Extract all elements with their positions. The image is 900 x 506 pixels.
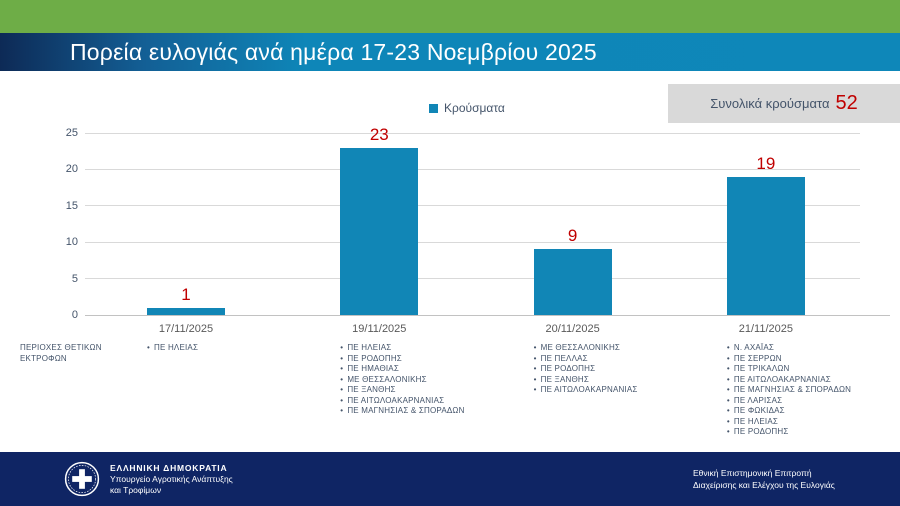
region-name: ΜΕ ΘΕΣΣΑΛΟΝΙΚΗΣ (347, 374, 427, 384)
gridline (85, 133, 860, 134)
y-axis-tick-label: 25 (65, 127, 78, 139)
region-item (147, 343, 198, 354)
bar-19/11/2025 (340, 148, 418, 315)
bar-17/11/2025 (147, 308, 225, 315)
region-item (727, 406, 851, 417)
legend-swatch-icon (429, 104, 438, 113)
regions-row-header: ΠΕΡΙΟΧΕΣ ΘΕΤΙΚΩΝ ΕΚΤΡΟΦΩΝ (20, 343, 102, 363)
y-axis-tick-label: 10 (65, 236, 78, 249)
y-axis-tick-label: 0 (71, 309, 78, 321)
org-name: ΕΛΛΗΝΙΚΗ ΔΗΜΟΚΡΑΤΙΑ (110, 462, 228, 473)
region-name: ΠΕ ΜΑΓΝΗΣΙΑΣ & ΣΠΟΡΑΔΩΝ (733, 385, 852, 394)
region-item (340, 354, 464, 365)
x-axis-tick-label: 19/11/2025 (352, 323, 407, 335)
committee-line2: Διαχείρισης και Ελέγχου της Ευλογιάς (693, 480, 835, 490)
region-name: ΠΕ ΑΙΤΩΛΟΑΚΑΡΝΑΝΙΑΣ (733, 374, 831, 384)
total-cases-box (668, 84, 900, 123)
chart-legend (429, 101, 505, 115)
bullet-icon: • (726, 364, 730, 373)
region-item (340, 385, 464, 396)
bullet-icon: • (340, 395, 344, 405)
y-axis-tick-label: 15 (65, 199, 78, 212)
region-name: ΠΕ ΞΑΝΘΗΣ (347, 385, 396, 394)
region-item (340, 375, 464, 386)
bullet-icon: • (340, 353, 344, 363)
committee-line1: Εθνική Επιστημονική Επιτροπή (693, 468, 812, 478)
region-item (727, 343, 851, 354)
bullet-icon: • (726, 385, 730, 394)
bullet-icon: • (726, 416, 730, 426)
region-item (534, 375, 638, 386)
bullet-icon: • (726, 427, 730, 436)
bullet-icon: • (533, 374, 537, 384)
region-name: ΜΕ ΘΕΣΣΑΛΟΝΙΚΗΣ (540, 343, 621, 352)
region-name: ΠΕ ΑΙΤΩΛΟΑΚΑΡΝΑΝΙΑΣ (347, 395, 445, 405)
org-line3: και Τροφίμων (110, 484, 162, 495)
region-item (340, 364, 464, 375)
top-green-strip (0, 0, 900, 33)
region-name: ΠΕ ΡΟΔΟΠΗΣ (540, 364, 596, 373)
bar-value-label: 9 (567, 226, 578, 246)
committee-text-block (693, 467, 835, 491)
bullet-icon: • (533, 364, 537, 373)
region-item (727, 417, 851, 428)
region-name: ΠΕ ΤΡΙΚΑΛΩΝ (733, 364, 790, 373)
region-list-17/11/2025 (147, 343, 198, 354)
region-item (534, 343, 638, 354)
total-cases-value: 52 (835, 92, 858, 114)
region-name: ΠΕ ΦΩΚΙΔΑΣ (733, 406, 785, 415)
region-name: ΠΕ ΠΕΛΛΑΣ (540, 353, 588, 363)
region-name: ΠΕ ΛΑΡΙΣΑΣ (733, 395, 783, 405)
bullet-icon: • (726, 395, 730, 405)
legend-label: Κρούσματα (444, 101, 505, 115)
bullet-icon: • (533, 353, 537, 363)
x-axis-tick-label: 20/11/2025 (545, 323, 600, 335)
region-name: ΠΕ ΞΑΝΘΗΣ (540, 374, 590, 384)
y-axis-tick-label: 20 (65, 163, 78, 176)
bullet-icon: • (340, 364, 344, 373)
x-axis-tick-label: 17/11/2025 (158, 323, 214, 335)
footer (0, 452, 900, 506)
plot-area (85, 124, 890, 335)
bullet-icon: • (147, 343, 151, 352)
bullet-icon: • (726, 374, 730, 384)
regions-lists (85, 343, 900, 448)
bullet-icon: • (340, 406, 344, 415)
region-item (727, 427, 851, 438)
region-item (727, 385, 851, 396)
region-item (340, 406, 464, 417)
org-line2: Υπουργείο Αγροτικής Ανάπτυξης (110, 473, 233, 484)
region-item (727, 364, 851, 375)
bar-value-label: 19 (756, 153, 776, 173)
region-item (340, 396, 464, 407)
total-cases-label: Συνολικά κρούσματα (710, 96, 830, 111)
bullet-icon: • (340, 374, 344, 384)
region-name: Ν. ΑΧΑΪΑΣ (733, 343, 774, 352)
region-name: ΠΕ ΡΟΔΟΠΗΣ (347, 353, 402, 363)
region-item (534, 385, 638, 396)
region-name: ΠΕ ΗΛΕΙΑΣ (347, 343, 392, 352)
region-item (534, 354, 638, 365)
region-list-19/11/2025 (340, 343, 464, 417)
hellenic-republic-emblem-icon (64, 461, 100, 497)
y-axis-tick-label: 5 (71, 272, 78, 285)
region-name: ΠΕ ΗΛΕΙΑΣ (733, 416, 779, 426)
page-title: Πορεία ευλογιάς ανά ημέρα 17-23 Νοεμβρίου 2025 (70, 38, 597, 65)
region-list-21/11/2025 (727, 343, 851, 438)
bullet-icon: • (726, 353, 730, 363)
y-axis-labels (0, 127, 78, 321)
region-name: ΠΕ ΜΑΓΝΗΣΙΑΣ & ΣΠΟΡΑΔΩΝ (347, 406, 465, 415)
bullet-icon: • (533, 343, 537, 352)
region-list-20/11/2025 (534, 343, 638, 396)
bullet-icon: • (340, 343, 344, 352)
bullet-icon: • (726, 406, 730, 415)
region-item (727, 375, 851, 386)
bullet-icon: • (726, 343, 730, 352)
region-item (534, 364, 638, 375)
region-name: ΠΕ ΗΜΑΘΙΑΣ (347, 364, 399, 373)
bullet-icon: • (533, 385, 537, 394)
region-item (727, 354, 851, 365)
ministry-text-block (110, 463, 233, 496)
region-item (727, 396, 851, 407)
bullet-icon: • (340, 385, 344, 394)
bar-20/11/2025 (534, 249, 612, 315)
region-name: ΠΕ ΗΛΕΙΑΣ (154, 343, 199, 352)
region-item (340, 343, 464, 354)
bar-value-label: 1 (181, 284, 191, 304)
bar-value-label: 23 (369, 124, 389, 144)
region-name: ΠΕ ΡΟΔΟΠΗΣ (733, 427, 789, 436)
x-axis-tick-label: 21/11/2025 (738, 323, 794, 335)
region-name: ΠΕ ΑΙΤΩΛΟΑΚΑΡΝΑΝΙΑΣ (540, 385, 638, 394)
bar-21/11/2025 (727, 177, 805, 315)
title-band (0, 33, 900, 71)
region-name: ΠΕ ΣΕΡΡΩΝ (733, 353, 782, 363)
